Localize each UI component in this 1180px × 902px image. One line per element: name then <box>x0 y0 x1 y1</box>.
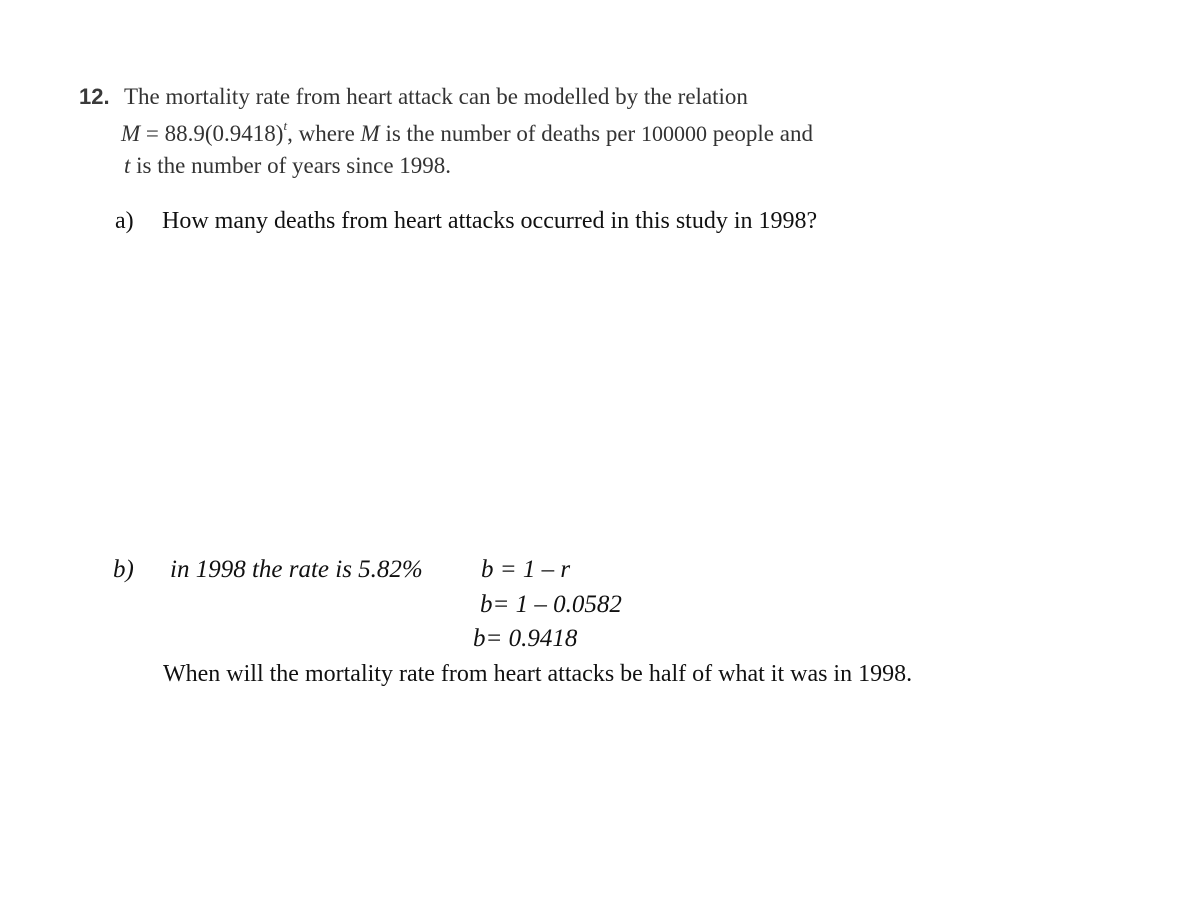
model-equation: = 88.9(0.9418) <box>140 121 284 146</box>
equation-b-substitution: b= 1 – 0.0582 <box>480 591 622 618</box>
stem-line-3-text: is the number of years since 1998. <box>130 153 452 178</box>
part-b-label: b) <box>113 556 134 583</box>
equation-b-definition: b = 1 – r <box>481 556 571 583</box>
stem-text-a: is the number of deaths per <box>379 121 641 146</box>
problem-stem-line-1: The mortality rate from heart attack can be modelled by the relation <box>124 84 748 109</box>
problem-stem-line-3 <box>124 153 451 179</box>
part-a-label: a) <box>115 208 134 234</box>
variable-m-second: M <box>360 121 380 146</box>
part-b-question: When will the mortality rate from heart attacks be half of what it was in 1998. <box>163 661 913 687</box>
equation-b-result: b= 0.9418 <box>473 625 578 652</box>
question-number: 12. <box>79 84 110 109</box>
part-a-question: How many deaths from heart attacks occurred in this study in 1998? <box>162 208 818 234</box>
population-number: 100000 <box>640 121 707 146</box>
exponent-t: t <box>283 118 288 133</box>
stem-connector: , where <box>287 121 361 146</box>
part-b-note: in 1998 the rate is 5.82% <box>170 556 423 583</box>
stem-text-b: people and <box>706 121 813 146</box>
problem-stem-line-2 <box>121 118 813 147</box>
variable-m: M <box>121 121 141 146</box>
variable-t: t <box>124 153 131 178</box>
